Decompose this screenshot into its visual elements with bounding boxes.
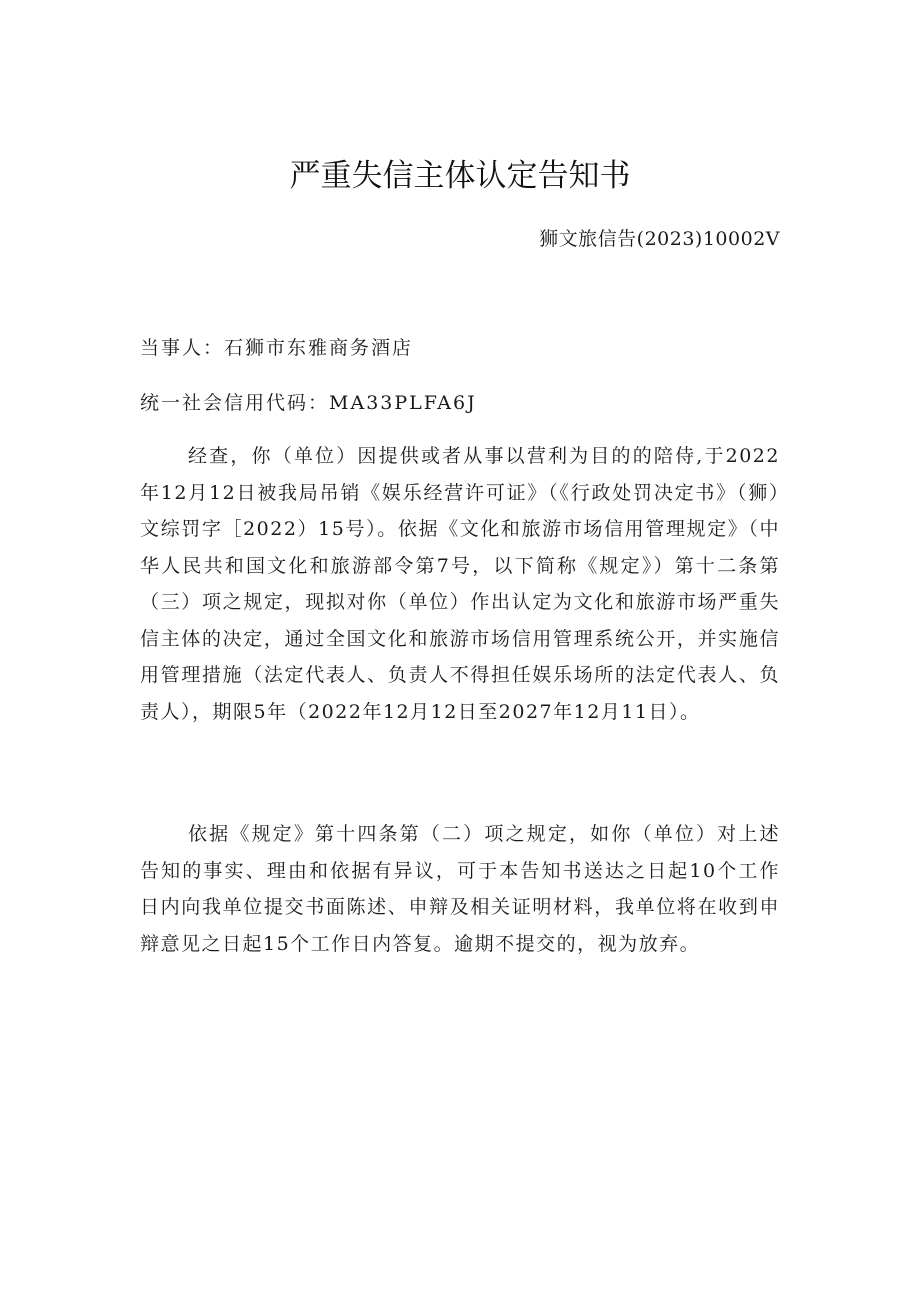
document-title: 严重失信主体认定告知书: [289, 158, 631, 194]
party-label: 当事人：: [140, 337, 225, 359]
document-number: 狮文旅信告(2023)10002V: [539, 228, 780, 250]
credit-code-label: 统一社会信用代码：: [140, 392, 330, 414]
credit-code-field: [140, 388, 477, 415]
party-field: [140, 333, 413, 360]
paragraph-appeal-rights: 依据《规定》第十四条第（二）项之规定，如你（单位）对上述告知的事实、理由和依据有异议，可于本告知书送达之日起10个工作日内向我单位提交书面陈述、申辩及相关证明材料，我单位将在收到申辩意见之日起15个工作日内答复。逾期不提交的，视为放弃。: [140, 823, 780, 955]
party-value: 石狮市东雅商务酒店: [224, 337, 414, 359]
paragraph-findings: 经查，你（单位）因提供或者从事以营利为目的的陪侍,于2022年12月12日被我局吊销《娱乐经营许可证》（《行政处罚决定书》（狮）文综罚字［2022）15号）。依据《文化和旅游市场信用管理规定》（中华人民共和国文化和旅游部令第7号，以下简称《规定》）第十二条第（三）项之规定，现拟对你（单位）作出认定为文化和旅游市场严重失信主体的决定，通过全国文化和旅游市场信用管理系统公开，并实施信用管理措施（法定代表人、负责人不得担任娱乐场所的法定代表人、负责人），期限5年（2022年12月12日至2027年12月11日）。: [140, 445, 780, 723]
credit-code-value: MA33PLFA6J: [329, 392, 477, 414]
